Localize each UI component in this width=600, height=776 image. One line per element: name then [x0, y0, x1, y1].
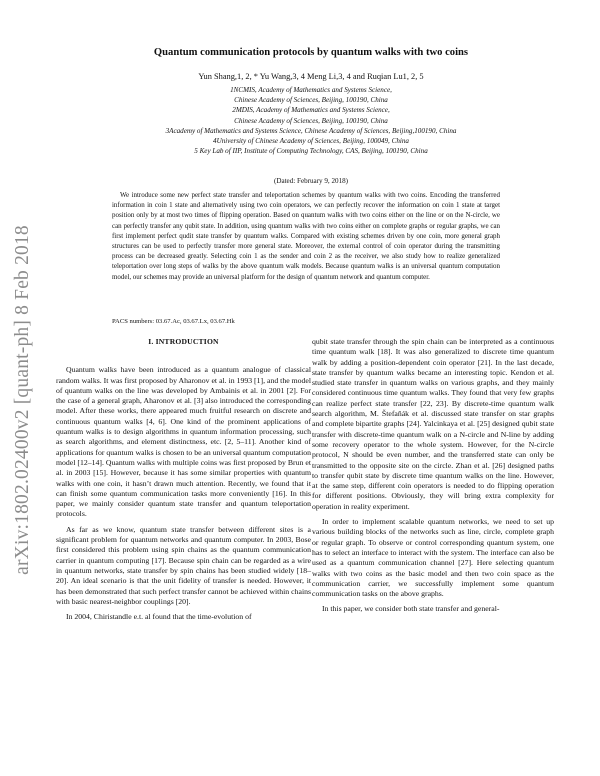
- body-paragraph: In 2004, Chiristandle e.t. al found that the time-evolution of: [66, 612, 252, 622]
- body-paragraph: Quantum walks have been introduced as a quantum analogue of classical random walks. It was first proposed by Aharonov et al. in 1993 [1], and the model of quantum walks on the line was developed by Ambainis et al. in 2001 [2]. For the case of a general graph, Aharonov et al. [3] also introduced the corresponding model. After these works, there appeared much fruitful research on discrete and continuous quantum walks [4, 6]. One kind of the prominent applications of quantum walks is to design algorithms in quantum information processing, such as search algorithms, and element distinctness, etc. [2, 5–11]. Another kind of applications for quantum walks is chosen to be an universal quantum computation model [12–14]. Quantum walks with multiple coins was first proposed by Brun et al. in 2003 [15]. However, because it has some similar properties with quantum walks with one coin, it hasn’t drawn much attention. Recently, we found that it can finish some quantum communication tasks more conveniently [16]. In this paper, we mainly consider quantum state transfer and quantum teleportation protocols.: [56, 365, 311, 519]
- affiliation-line: 3Academy of Mathematics and Systems Science, Chinese Academy of Sciences, Beijing,100190, China: [165, 126, 457, 135]
- affiliation-line: 4University of Chinese Academy of Sciences, Beijing, 100049, China: [213, 137, 409, 146]
- author-list: Yun Shang,1, 2, * Yu Wang,3, 4 Meng Li,3, 4 and Ruqian Lu1, 2, 5: [198, 72, 424, 81]
- affiliation-line: Chinese Academy of Sciences, Beijing, 100190, China: [234, 96, 388, 105]
- affiliation-line: 1NCMIS, Academy of Mathematics and Systems Science,: [230, 86, 392, 94]
- paper-title: Quantum communication protocols by quantum walks with two coins: [153, 47, 469, 58]
- body-paragraph: As far as we know, quantum state transfer between different sites is a significant problem for quantum networks and quantum computer. In 2003, Bose first considered this problem using spin chains as the quantum communication carrier in quantum computing [17]. Because spin chain can be regarded as a wire in quantum networks, state transfer by spin chains has been studied widely [18–20]. An ideal scenario is that the unit fidelity of transfer is needed. However, it has been demonstrated that such perfect transfer cannot be achieved within chains with basic nearest-neighbor couplings [20].: [56, 524, 311, 606]
- abstract: We introduce some new perfect state transfer and teleportation schemes by quantum walks with two coins. Encoding the transferred information in coin 1 state and alternatively using two coin operators, we can perfectly recover the information on coin 1 state at target position only by at most two times of flipping operation. Based on quantum walks with two coins either on the line or on the N-circle, we can perfectly transfer any qubit state. In addition, using quantum walks with two coins either on complete graphs or regular graphs, we can first implement perfect qudit state transfer by quantum walks. Compared with existing schemes driven by one coin, more general graph structures can be used to perfectly transfer more general state. Moreover, the external control of coin operator during the transmitting process can be decreased greatly. Selecting coin 1 as the sender and coin 2 as the receiver, we also study how to realize generalized teleportation over long steps of walks by the above quantum walk models. Because quantum walks is an universal quantum computation model, our schemes may provide an universal platform for the design of quantum network and quantum computer.: [112, 191, 500, 281]
- affiliation-line: 2MDIS, Academy of Mathematics and Systems Science,: [232, 106, 390, 115]
- left-column: [56, 337, 311, 622]
- pacs-numbers: PACS numbers: 03.67.Ac, 03.67.Lx, 03.67.Hk: [112, 318, 235, 325]
- affiliation-line: Chinese Academy of Sciences, Beijing, 100190, China: [234, 116, 388, 125]
- body-paragraph: In order to implement scalable quantum networks, we need to set up various building blocks of the networks such as line, circle, complete graph or regular graph. To observe or control corresponding quantum system, one has to select an interface to interact with the system. The interface can also be used as a quantum communication channel [27]. Here selecting quantum walks with two coins as the basic model and then two coin space as the communication carrier, we successfully implement some quantum communication tasks on the above graphs.: [312, 517, 554, 599]
- affiliation-line: 5 Key Lab of IIP, Institute of Computing Technology, CAS, Beijing, 100190, China: [194, 147, 428, 156]
- affiliation-list: [70, 85, 552, 156]
- arxiv-id-text: arXiv:1802.02400v2 [quant-ph] 8 Feb 2018: [12, 225, 33, 575]
- body-paragraph: qubit state transfer through the spin chain can be interpreted as a continuous time quantum walk [18]. It was also generalized to discrete time quantum walk by adding a position-dependent coin operator [21]. In the last decade, state transfer by quantum walks became an interesting topic. Kendon et al. studied state transfer in quantum walks on various graphs, and they mainly considered continuous time quantum walks. They found that very few graphs can realize perfect state transfer [22, 23]. By discrete-time quantum walk search algorithm, M. Štefaňák et al. discussed state transfer on star graphs and complete bipartite graphs [24]. Yalcinkaya et al. [25] designed qubit state transfer with discrete-time quantum walk on a N-circle and N-line by adding some recovery operator to the whole system. However, for the N-circle protocol, N should be even number, and the transferred state can only be transmitted to the opposite site on the circle. Zhan et al. [26] designed paths to transfer qubit state by discrete time quantum walks on the line. However, at the same step, different coin operators is needed to do flipping operation for different positions. Obviously, they will bring extra complexity for operation in reality experiment.: [312, 337, 554, 511]
- right-column: [312, 337, 554, 615]
- dated-line: (Dated: February 9, 2018): [273, 177, 349, 185]
- section-heading: I. INTRODUCTION: [148, 337, 219, 346]
- body-paragraph: In this paper, we consider both state transfer and general-: [322, 604, 500, 614]
- arxiv-identifier-stamp: [0, 180, 46, 620]
